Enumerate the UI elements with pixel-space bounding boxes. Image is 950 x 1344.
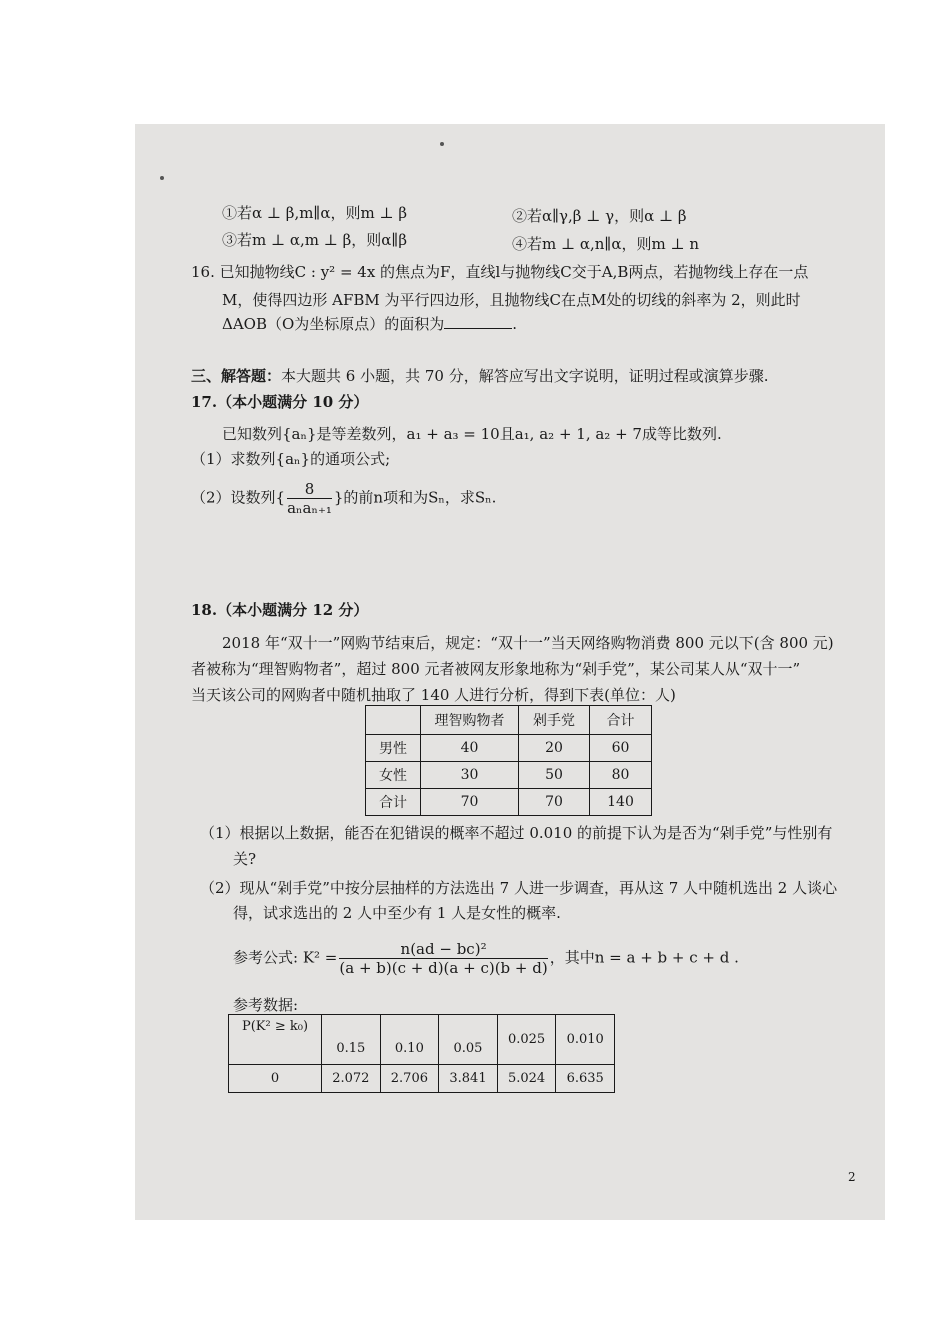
q16-line-3-end: . [512, 315, 518, 333]
q17-part-2-pre: （2）设数列{ [191, 488, 286, 507]
section-3-label: 三、解答题： [191, 367, 282, 385]
table-cell: 理智购物者 [421, 706, 519, 735]
q18-paragraph-1: 2018 年“双十一”网购节结束后，规定：“双十一”当天网络购物消费 800 元以下(含 800 元) [222, 634, 834, 652]
q17-stem: 已知数列{aₙ}是等差数列，a₁ + a₃ = 10且a₁, a₂ + 1, a₂ + 7成等比数列. [222, 425, 722, 443]
q16-line-2: M，使得四边形 AFBM 为平行四边形，且抛物线C在点M处的切线的斜率为 2，则此时 [222, 291, 801, 309]
q18-part-2-line-1: （2）现从“剁手党”中按分层抽样的方法选出 7 人进一步调查，再从这 7 人中随机选出 2 人谈心 [200, 879, 838, 897]
table-cell: 40 [421, 735, 519, 762]
formula-label: 参考公式: K² = [233, 948, 338, 967]
answer-blank [444, 314, 512, 329]
table-cell: 0 [229, 1065, 322, 1093]
q17-fraction [287, 480, 332, 517]
table-cell: P(K² ≥ k₀) [229, 1015, 322, 1065]
q18-part-1-line-2: 关? [233, 850, 257, 868]
section-3-heading [191, 366, 769, 386]
table-header-row [366, 706, 652, 735]
q15-option-1: ①若α ⊥ β,m∥α，则m ⊥ β [222, 204, 408, 222]
table-cell: 60 [590, 735, 652, 762]
shopping-table [365, 705, 652, 816]
paper-speck [160, 176, 164, 180]
q18-part-2-line-2: 得，试求选出的 2 人中至少有 1 人是女性的概率. [233, 904, 561, 922]
formula-numerator: n(ad − bc)² [339, 940, 547, 959]
q18-title: 18.（本小题满分 12 分） [191, 601, 369, 619]
table-row [366, 789, 652, 816]
q15-option-3: ③若m ⊥ α,m ⊥ β，则α∥β [222, 231, 408, 249]
reference-formula [233, 940, 739, 977]
formula-tail: ，其中n = a + b + c + d . [549, 948, 739, 967]
reference-data-table [228, 1014, 615, 1093]
table-cell: 70 [519, 789, 590, 816]
q16-line-3-text: ΔAOB（O为坐标原点）的面积为 [222, 315, 445, 333]
formula-denominator: (a + b)(c + d)(a + c)(b + d) [339, 959, 548, 977]
table-cell: 男性 [366, 735, 421, 762]
q17-part-2-post: }的前n项和为Sₙ，求Sₙ. [333, 488, 497, 507]
table-cell: 合计 [366, 789, 421, 816]
table-cell: 20 [519, 735, 590, 762]
table-cell: 3.841 [439, 1065, 498, 1093]
reference-data-label: 参考数据: [233, 996, 299, 1014]
table-cell: 0.010 [556, 1015, 615, 1065]
table-cell: 合计 [590, 706, 652, 735]
table-cell: 70 [421, 789, 519, 816]
q17-fraction-numerator: 8 [287, 480, 332, 499]
table-row [229, 1015, 615, 1065]
q18-paragraph-2: 者被称为“理智购物者”，超过 800 元者被网友形象地称为“剁手党”，某公司某人从“双十一” [191, 660, 801, 678]
table-cell: 30 [421, 762, 519, 789]
table-cell: 140 [590, 789, 652, 816]
q15-option-2: ②若α∥γ,β ⊥ γ，则α ⊥ β [512, 207, 687, 225]
q18-paragraph-3: 当天该公司的网购者中随机抽取了 140 人进行分析，得到下表(单位：人) [191, 686, 676, 704]
q17-part-2 [191, 480, 496, 517]
q18-part-1-line-1: （1）根据以上数据，能否在犯错误的概率不超过 0.010 的前提下认为是否为“剁手党”与性别有 [200, 824, 833, 842]
table-cell: 剁手党 [519, 706, 590, 735]
section-3-text: 本大题共 6 小题，共 70 分，解答应写出文字说明，证明过程或演算步骤. [281, 367, 769, 385]
table-cell: 2.706 [380, 1065, 439, 1093]
table-cell: 6.635 [556, 1065, 615, 1093]
table-cell: 80 [590, 762, 652, 789]
paper-speck [440, 142, 444, 146]
page-number: 2 [848, 1170, 856, 1184]
q17-part-1: （1）求数列{aₙ}的通项公式; [191, 450, 391, 468]
table-row [366, 762, 652, 789]
q16-line-1: 16. 已知抛物线C : y² = 4x 的焦点为F，直线l与抛物线C交于A,B两点，若抛物线上存在一点 [191, 263, 809, 281]
table-row [366, 735, 652, 762]
q17-fraction-denominator: aₙaₙ₊₁ [287, 499, 332, 517]
table-cell [366, 706, 421, 735]
table-cell: 0.15 [322, 1015, 381, 1065]
q15-option-4: ④若m ⊥ α,n∥α，则m ⊥ n [512, 235, 700, 253]
table-cell: 2.072 [322, 1065, 381, 1093]
table-cell: 女性 [366, 762, 421, 789]
table-cell: 0.05 [439, 1015, 498, 1065]
q16-line-3 [222, 314, 517, 334]
table-cell: 50 [519, 762, 590, 789]
table-cell: 0.025 [497, 1015, 556, 1065]
table-cell: 0.10 [380, 1015, 439, 1065]
q17-title: 17.（本小题满分 10 分） [191, 393, 369, 411]
formula-fraction [339, 940, 547, 977]
table-row [229, 1065, 615, 1093]
table-cell: 5.024 [497, 1065, 556, 1093]
